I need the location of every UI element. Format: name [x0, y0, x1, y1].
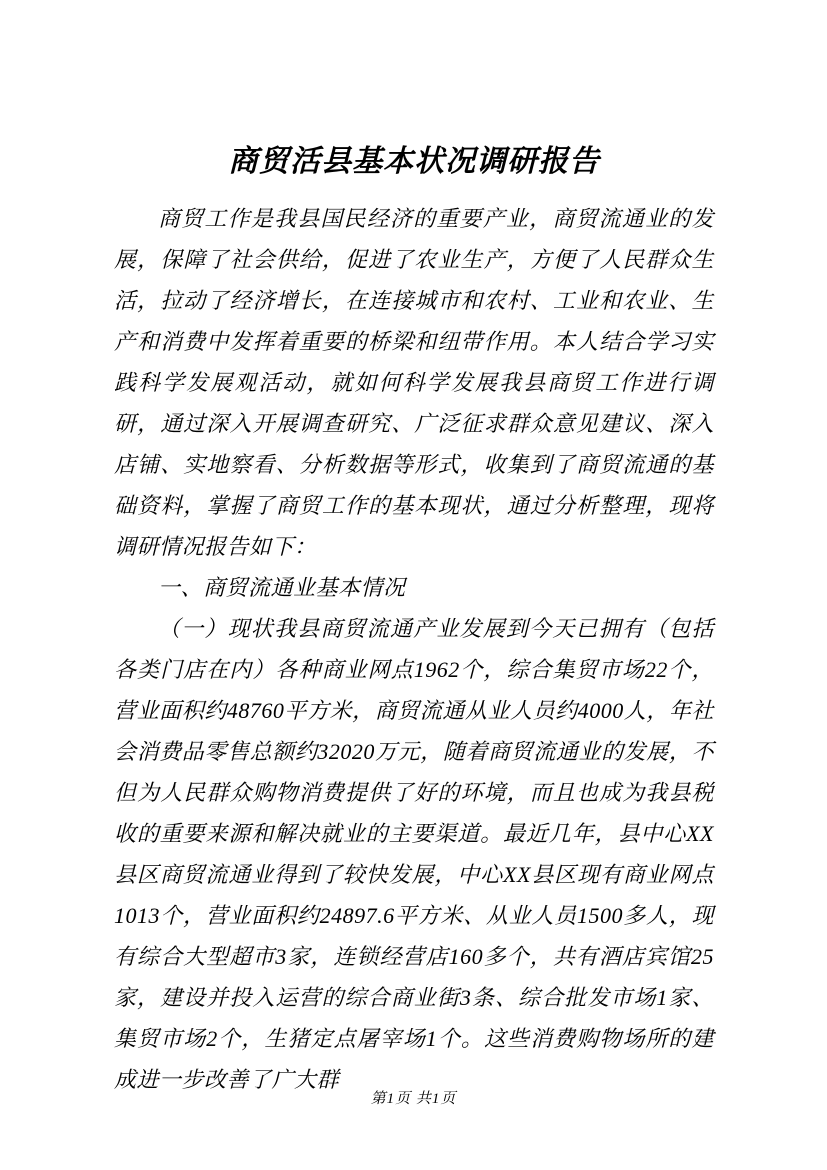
section-heading: 一、商贸流通业基本情况 [158, 575, 406, 600]
page-footer: 第1页 共1页 [370, 1091, 457, 1107]
paragraph-intro: 商贸工作是我县国民经济的重要产业，商贸流通业的发展，保障了社会供给，促进了农业生产，方便了人民群众生活，拉动了经济增长，在连接城市和农村、工业和农业、生产和消费中发挥着重要的桥梁和纽带作用。本人结合学习实践科学发展观活动，就如何科学发展我县商贸工作进行调研，通过深入开展调查研究、广泛征求群众意见建议、深入店铺、实地察看、分析数据等形式，收集到了商贸流通的基础资料，掌握了商贸工作的基本现状，通过分析整理，现将调研情况报告如下： [114, 206, 714, 559]
paragraph-status: （一）现状我县商贸流通产业发展到今天已拥有（包括各类门店在内）各种商业网点1962个，综合集贸市场22个，营业面积约48760平方米，商贸流通从业人员约4000人，年社会消费品零售总额约32020万元，随着商贸流通业的发展，不但为人民群众购物消费提供了好的环境，而且也成为我县税收的重要来源和解决就业的主要渠道。最近几年，县中心XX县区商贸流通业得到了较快发展，中心XX县区现有商业网点1013个，营业面积约24897.6平方米、从业人员1500多人，现有综合大型超市3家，连锁经营店160多个，共有酒店宾馆25家，建设并投入运营的综合商业街3条、综合批发市场1家、集贸市场2个，生猪定点屠宰场1个。这些消费购物场所的建成进一步改善了广大群 [114, 616, 714, 1092]
document-content [114, 142, 714, 1100]
document-title: 商贸活县基本状况调研报告 [228, 145, 600, 178]
